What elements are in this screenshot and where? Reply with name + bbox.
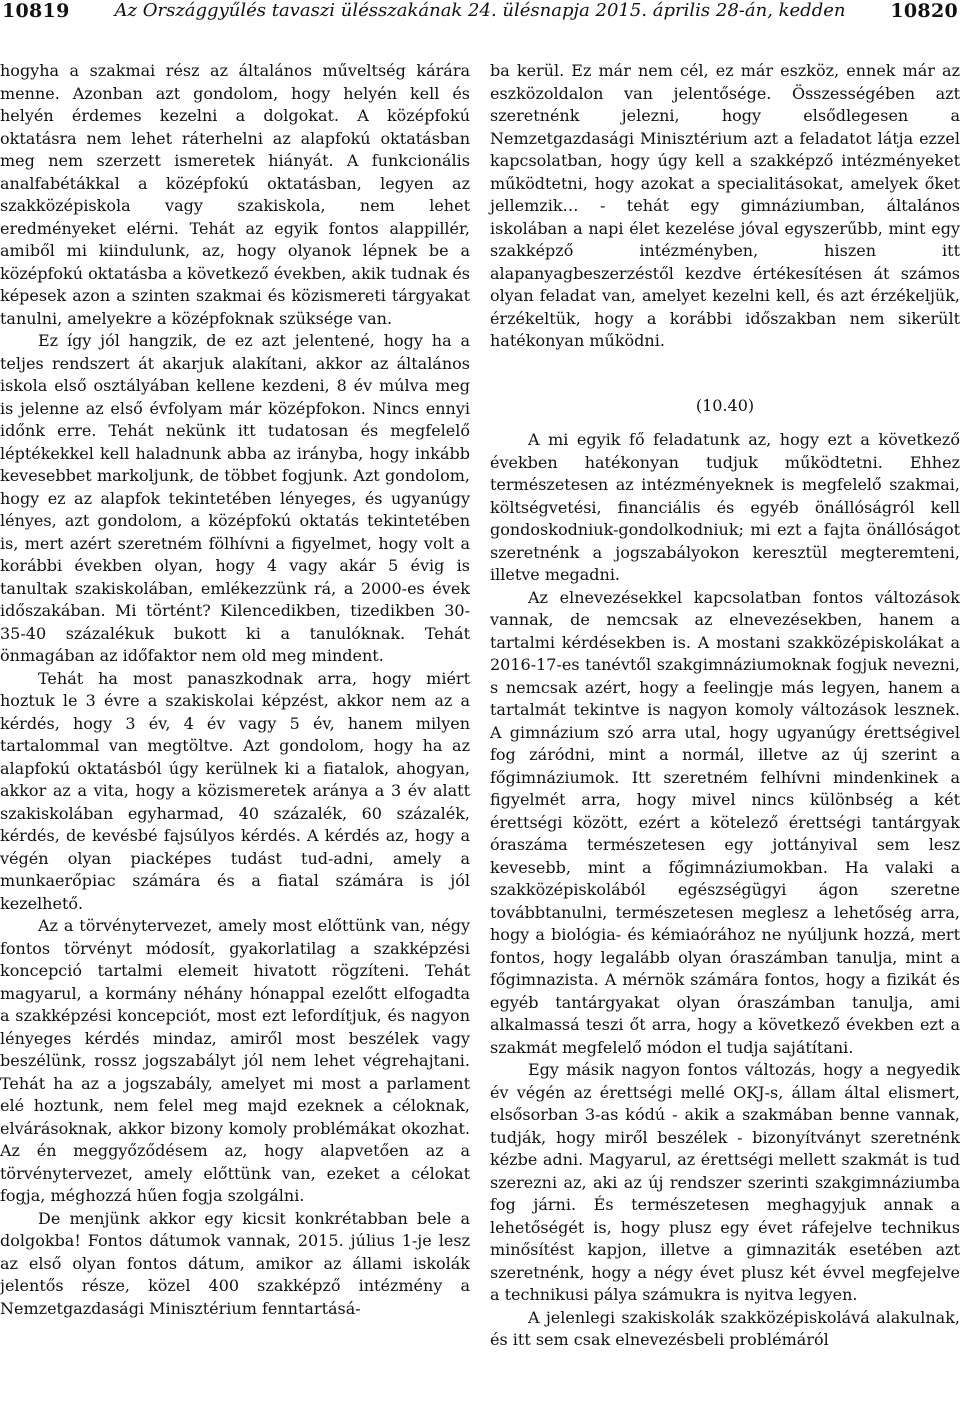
paragraph: A jelenlegi szakiskolák szakközépiskolává alakulnak, és itt sem csak elnevezésbeli problémáról — [490, 1307, 960, 1349]
running-title: Az Országgyűlés tavaszi ülésszakának 24. ülésnapja 2015. április 28-án, kedden — [114, 0, 846, 21]
paragraph: De menjünk akkor egy kicsit konkrétabban bele a dolgokba! Fontos dátumok vannak, 2015. július 1-je lesz az első olyan fontos dátum, amikor az állami iskolák jelentős része, közel 400 szakképző intézmény a Nemzetgazdasági Minisztérium fenntartásá- — [0, 1208, 470, 1318]
time-mark: (10.40) — [695, 395, 755, 415]
paragraph: hogyha a szakmai rész az általános műveltség kárára menne. Azonban azt gondolom, hogy helyén kell és helyén érdemes kezelni a dolgokat. A középfokú oktatásra nem lehet ráterhelni az alapfokú oktatásban meg nem szerzett ismeretek hiányát. A funkcionális analfabétákkal a középfokú oktatásban, legyen az szakközépiskola vagy szakiskola, nem lehet eredményeket elérni. Tehát az egyik fontos alappillér, amiből mi kiindulunk, az, hogy olyanok lépnek be a középfokú oktatásba a következő években, akik tudnak és képesek azon a szinten szakmai és közismereti tárgyakat tanulni, amelyekre a középfoknak szüksége van. — [0, 61, 470, 328]
right-column — [490, 60, 960, 1352]
paragraph: A mi egyik fő feladatunk az, hogy ezt a következő években hatékonyan tudjuk működtetni. Ehhez természetesen az intézményeknek is megfelelő szakmai, költségvetési, financiális és egyéb önállóságról kell gondoskodniuk-gondolkodniuk; mi ezt a fajta önállóságot szeretnénk a jogszabályokon keresztül megteremteni, illetve megadni. — [490, 430, 960, 584]
paragraph: Ez így jól hangzik, de ez azt jelentené, hogy ha a teljes rendszert át akarjuk alakítani, akkor az általános iskola első osztályában kellene kezdeni, 8 év múlva meg is jelenne az első évfolyam már középfokon. Nincs ennyi időnk erre. Tehát nekünk itt tudatosan és megfelelő léptékekkel kell haladnunk abba az irányba, hogy inkább kevesebbet markoljunk, de többet fogjunk. Azt gondolom, hogy ez az alapfok tekintetében lényeges, és ugyanúgy lényes, azt gondolom, a középfokú oktatás tekintetében is, mert azért szeretném fölhívni a figyelmet, hogy volt a korábbi években olyan, hogy 4 vagy akár 5 évig is tanultak szakiskolában, emlékezzünk rá, a 2000-es évek időszakában. Mi történt? Kilencedikben, tizedikben 30-35-40 százalékuk bukott ki a tanulóknak. Tehát önmagában az időfaktor nem old meg mindent. — [0, 331, 470, 665]
page-header — [0, 0, 960, 30]
paragraph: Az a törvénytervezet, amely most előttünk van, négy fontos törvényt módosít, gyakorlatilag a szakképzési koncepció tartalmi elemeit hivatott rögzíteni. Tehát magyarul, a kormány néhány hónappal ezelőtt elfogadta a szakképzési koncepciót, most ezt lefordítjuk, és nagyon lényeges kérdés mindaz, amiről most beszélek vagy beszélünk, rossz jogszabályt jól nem lehet végrehajtani. Tehát ha az a jogszabály, amelyet mi most a parlament elé hoztunk, nem felel meg majd ezeknek a céloknak, elvárásoknak, akkor bizony komoly problémákat okozhat. Az én meggyőződésem az, hogy alapvetően az a törvénytervezet, amely előttünk van, ezeket a célokat fogja, méghozzá hűen fogja szolgálni. — [0, 916, 470, 1205]
page-number-left: 10819 — [2, 0, 70, 22]
paragraph: Az elnevezésekkel kapcsolatban fontos változások vannak, de nemcsak az elnevezésekben, hanem a tartalmi kérdésekben is. A mostani szakközépiskolákat a 2016-17-es tanévtől szakgimnáziumoknak fogjuk nevezni, s nemcsak azért, hogy a feelingje más legyen, hanem a tartalmát tekintve is nagyon komoly változások lesznek. A gimnázium szó arra utal, hogy ugyanúgy érettségivel fog záródni, mint a normál, illetve az új szerint a főgimnáziumok. Itt szeretném felhívni mindenkinek a figyelmét arra, hogy mivel nincs különbség a két érettségi között, ezért a kötelező érettségi tantárgyak óraszáma természetesen egy jottányival sem lesz kevesebb, mint a főgimnáziumokban. Ha valaki a szakközépiskolából egészségügyi ágon szeretne továbbtanulni, természetesen meglesz a lehetőség arra, hogy a biológia- és kémiaórához ne nyúljunk hozzá, mert fontos, hogy legalább olyan óraszámban tanulja, mint a főgimnazista. A mérnök számára fontos, hogy a fizikát és egyéb tantárgyakat olyan óraszámban tanulja, ami alkalmassá teszi őt arra, hogy a következő években ezt a szakmát megfelelő módon el tudja sajátítani. — [490, 587, 960, 1057]
paragraph: Egy másik nagyon fontos változás, hogy a negyedik év végén az érettségi mellé OKJ-s, állam által elismert, elsősorban 3-as kódú - akik a szakmában benne vannak, tudják, hogy miről beszélek - bizonyítványt szeretnénk kézbe adni. Magyarul, az érettségi mellett szakmát is tud szerezni az, aki az új rendszer szerinti szakgimnáziumba fog járni. És természetesen meghagyjuk annak a lehetőségét is, hogy plusz egy évet ráfejelve technikus minősítést kapjon, illetve a gimnaziták esetében azt szeretnénk, hogy a négy évet plusz két évvel megfejelve a technikusi pálya számukra is nyitva legyen. — [490, 1060, 960, 1304]
left-column — [0, 60, 470, 1320]
page-number-right: 10820 — [890, 0, 958, 22]
paragraph: Tehát ha most panaszkodnak arra, hogy miért hoztuk le 3 évre a szakiskolai képzést, akkor nem az a kérdés, hogy 3 év, 4 év vagy 5 év, hanem milyen tartalommal van megtöltve. Azt gondolom, hogy ha az alapfokú oktatásból úgy kerülnek ki a fiatalok, ahogyan, akkor az a vita, hogy a közismeretek aránya a 3 év alatt szakiskolában egyharmad, 40 százalék, 60 százalék, kérdés, de kevésbé fajsúlyos kérdés. A kérdés az, hogy a végén olyan piacképes tudást tud-adni, amely a munkaerőpiac számára és a fiatal számára is jól kezelhető. — [0, 668, 470, 913]
paragraph: ba kerül. Ez már nem cél, ez már eszköz, ennek már az eszközoldalon van jelentősége. Összességében azt szeretnénk jelezni, hogy elsődlegesen a Nemzetgazdasági Minisztérium azt a feladatot látja ezzel kapcsolatban, hogy úgy kell a szakképző intézményeket működtetni, hogy azokat a specialitásokat, amelyek őket jellemzik… - tehát egy gimnáziumban, általános iskolában a napi élet kezelése jóval egyszerűbb, mint egy szakképző intézményben, hiszen itt alapanyagbeszerzéstől kezdve értékesítésen át számos olyan feladat van, amelyet kezelni kell, és azt érzékeljük, érzékeltük, hogy a korábbi időszakban nem sikerült hatékonyan működni. — [490, 61, 960, 350]
